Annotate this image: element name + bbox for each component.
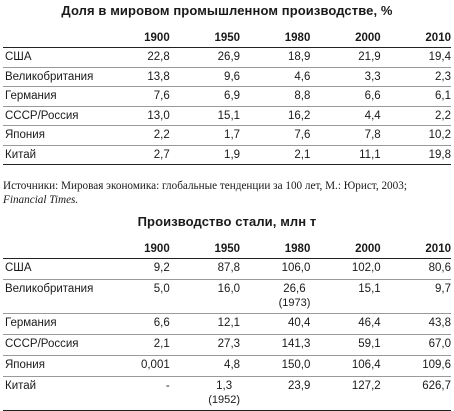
value-cell [240, 67, 310, 87]
value-cell [381, 106, 451, 126]
header-country [3, 240, 99, 259]
country-cell: США [5, 262, 32, 274]
table-row [3, 87, 451, 107]
value-cell [381, 67, 451, 87]
value-cell [99, 126, 169, 146]
value-text: 18,9 [287, 51, 311, 63]
value-cell [99, 259, 169, 280]
value-cell [240, 106, 310, 126]
value-cell [99, 280, 169, 314]
value-text: 7,8 [364, 129, 381, 141]
value-cell [170, 145, 240, 165]
value-cell [310, 314, 380, 335]
value-text: 5,0 [153, 283, 170, 295]
value-text: 4,4 [364, 109, 381, 122]
value-text: 23,9 [287, 380, 311, 392]
value-text: 4,8 [224, 359, 241, 371]
value-cell [310, 48, 380, 68]
value-cell [170, 87, 240, 107]
value-text: 6,1 [435, 90, 451, 102]
table-header-row [3, 29, 451, 48]
value-text: 0,001 [140, 359, 170, 371]
country-cell: США [5, 51, 32, 63]
value-text: 106,0 [281, 262, 311, 274]
steel-production-table [3, 240, 451, 411]
value-cell [240, 356, 310, 377]
value-cell [310, 259, 380, 280]
country-cell: Германия [5, 90, 57, 102]
value-cell [240, 145, 310, 165]
value-text: 43,8 [428, 317, 451, 329]
value-text: 87,8 [217, 262, 241, 274]
value-cell [99, 377, 169, 411]
value-text: 15,1 [217, 109, 241, 122]
year-note: (1952) [208, 394, 241, 406]
value-text: 2,2 [435, 109, 451, 122]
value-cell [381, 259, 451, 280]
value-text: 1,3 [216, 380, 233, 392]
value-cell [381, 356, 451, 377]
value-text: 109,6 [422, 359, 451, 371]
value-text: 19,8 [428, 148, 451, 161]
value-text: 16,2 [287, 109, 311, 122]
value-cell [240, 87, 310, 107]
value-cell [170, 67, 240, 87]
value-text: 6,9 [224, 90, 241, 102]
country-cell: Япония [5, 129, 45, 141]
header-year: 1900 [144, 32, 170, 44]
value-text: 7,6 [153, 90, 170, 102]
country-cell: Китай [5, 148, 37, 161]
value-cell [310, 126, 380, 146]
value-cell [381, 145, 451, 165]
source-italic: Financial Times. [3, 194, 79, 206]
table-row [3, 356, 451, 377]
value-text: 15,1 [358, 283, 381, 295]
country-cell: Китай [5, 380, 37, 392]
header-year: 1980 [284, 243, 311, 255]
table-row [3, 48, 451, 68]
value-text: 46,4 [358, 317, 381, 329]
country-cell: Германия [5, 317, 57, 329]
value-cell [170, 259, 240, 280]
value-cell [99, 335, 169, 356]
value-cell [310, 356, 380, 377]
value-text: - [165, 380, 170, 392]
value-text: 21,9 [358, 51, 381, 63]
header-year: 1950 [214, 32, 241, 44]
value-text: 13,8 [147, 70, 170, 83]
value-text: 2,1 [153, 338, 170, 350]
value-cell [99, 356, 169, 377]
value-text: 10,2 [428, 129, 451, 141]
table-header-row [3, 240, 451, 259]
value-cell [381, 280, 451, 314]
table-row [3, 145, 451, 165]
header-year: 2010 [425, 32, 451, 44]
value-cell [170, 280, 240, 314]
table-row [3, 335, 451, 356]
value-text: 7,6 [294, 129, 311, 141]
value-text: 11,1 [359, 148, 381, 161]
value-text: 1,7 [224, 129, 241, 141]
value-cell [240, 259, 310, 280]
value-cell [99, 145, 169, 165]
value-cell [310, 106, 380, 126]
table-row [3, 106, 451, 126]
value-cell [381, 126, 451, 146]
value-text: 26,6 [283, 283, 306, 295]
value-cell [381, 314, 451, 335]
value-text: 9,2 [153, 262, 170, 274]
value-text: 4,6 [294, 70, 311, 83]
value-cell [310, 335, 380, 356]
value-text: 2,1 [294, 148, 311, 161]
value-cell [170, 335, 240, 356]
value-cell [240, 335, 310, 356]
header-year: 1950 [214, 243, 241, 255]
value-text: 6,6 [364, 90, 381, 102]
value-text: 1,9 [224, 148, 241, 161]
table-row [3, 377, 451, 411]
value-text: 22,8 [147, 51, 170, 63]
value-text: 2,7 [153, 148, 170, 161]
value-text: 150,0 [281, 359, 311, 371]
value-cell [170, 314, 240, 335]
value-cell [381, 48, 451, 68]
value-cell [310, 280, 380, 314]
value-text: 3,3 [364, 70, 381, 83]
value-text: 26,9 [217, 51, 241, 63]
value-cell [170, 48, 240, 68]
value-text: 40,4 [287, 317, 311, 329]
value-text: 16,0 [217, 283, 241, 295]
value-cell [381, 87, 451, 107]
value-text: 80,6 [428, 262, 451, 274]
value-cell [310, 145, 380, 165]
value-cell [170, 377, 240, 411]
country-cell: СССР/Россия [5, 338, 79, 350]
value-cell [99, 106, 169, 126]
table-row [3, 314, 451, 335]
value-text: 9,7 [435, 283, 451, 295]
table-row [3, 126, 451, 146]
country-cell: Великобритания [5, 70, 94, 83]
table-row [3, 280, 451, 314]
value-text: 626,7 [422, 380, 451, 392]
value-cell [99, 67, 169, 87]
header-year: 2000 [355, 32, 381, 44]
value-cell [240, 314, 310, 335]
value-cell [99, 48, 169, 68]
value-cell [240, 377, 310, 411]
value-text: 2,3 [435, 70, 451, 83]
value-cell [99, 314, 169, 335]
source-text: Источники: Мировая экономика: глобальные тенденции за 100 лет, М.: Юрист, 2003; [3, 180, 407, 192]
value-text: 12,1 [217, 317, 241, 329]
country-cell: Япония [5, 359, 45, 371]
value-text: 2,2 [153, 129, 170, 141]
header-year: 2010 [425, 243, 451, 255]
header-year: 2000 [355, 243, 381, 255]
value-text: 127,2 [351, 380, 381, 392]
value-cell [381, 335, 451, 356]
header-country [3, 29, 99, 48]
value-text: 106,4 [351, 359, 381, 371]
value-text: 27,3 [217, 338, 241, 350]
value-cell [240, 126, 310, 146]
value-cell [310, 87, 380, 107]
value-text: 141,3 [281, 338, 311, 350]
industrial-share-title: Доля в мировом промышленном производстве, % [61, 3, 393, 18]
value-text: 6,6 [153, 317, 170, 329]
value-cell [310, 377, 380, 411]
steel-production-title: Производство стали, млн т [137, 214, 317, 229]
year-note: (1973) [278, 297, 311, 309]
value-text: 67,0 [428, 338, 451, 350]
value-text: 8,8 [294, 90, 311, 102]
value-cell [240, 48, 310, 68]
source-note [3, 179, 451, 207]
country-cell: СССР/Россия [5, 109, 79, 122]
value-text: 102,0 [351, 262, 381, 274]
table-row [3, 259, 451, 280]
value-cell [170, 126, 240, 146]
header-year: 1980 [284, 32, 311, 44]
country-cell: Великобритания [5, 283, 94, 295]
value-cell [381, 377, 451, 411]
value-text: 13,0 [147, 109, 170, 122]
value-text: 9,6 [224, 70, 241, 83]
table-row [3, 67, 451, 87]
value-text: 19,4 [428, 51, 451, 63]
value-cell [99, 87, 169, 107]
value-cell [170, 356, 240, 377]
value-text: 59,1 [358, 338, 381, 350]
value-cell [310, 67, 380, 87]
industrial-share-table [3, 29, 451, 165]
value-cell [170, 106, 240, 126]
value-cell [240, 280, 310, 314]
header-year: 1900 [144, 243, 170, 255]
